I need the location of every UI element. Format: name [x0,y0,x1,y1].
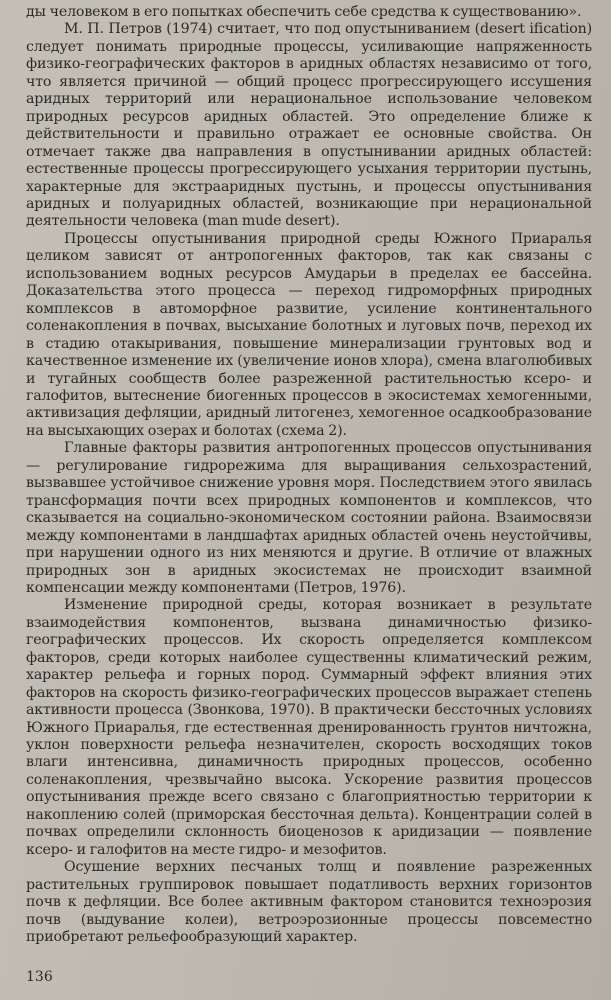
paragraph-petrov-definition: М. П. Петров (1974) считает, что под опустыниванием (desert ification) следует понимать природные процессы, усиливающие напряженность физико-географических факторов в аридных областях независимо от того, что является причиной — общий процесс прогрессирующего иссушения аридных территорий или нерациональное использование человеком природных ресурсов аридных областей. Это определение ближе к действительности и правильно отражает ее основные свойства. Он отмечает также два направления в опустынивании аридных областей: естественные процессы прогрессирующего усыхания территории пустынь, характерные для экстрааридных пустынь, и процессы опустынивания аридных и полуаридных областей, возникающие при нерациональной деятельности человека (man mude desert). [26,21,592,230]
paragraph-continuation: ды человеком в его попытках обеспечить себе средства к существованию». [26,4,582,20]
paragraph-deflation: Осушение верхних песчаных толщ и появление разреженных растительных группировок повышает податливость верхних горизонтов почв к дефляции. Все более активным фактором становится техноэрозия почв (выдувание колеи), ветроэрозионные процессы повсеместно приобретают рельефообразующий характер. [26,859,592,946]
paragraph-desertification-processes: Процессы опустынивания природной среды Южного Приаралья целиком зависят от антропогенных факторов, так как связаны с использованием водных ресурсов Амударьи в пределах ее бассейна. Доказательства этого процесса — переход гидроморфных природных комплексов в автоморфное развитие, усиление континентального соленакопления в почвах, высыхание болотных и луговых почв, переход их в стадию отакыривания, повышение минерализации грунтовых вод и качественное изменение их (увеличение ионов хлора), смена влаголюбивых и тугайных сообществ более разреженной растительностью ксеро- и галофитов, вытеснение биогенных процессов в экосистемах хемогенными, активизация дефляции, аридный литогенез, хемогенное осадкообразование на высыхающих озерах и болотах (схема 2). [26,230,592,439]
page-number: 136 [26,969,53,985]
paragraph-environment-change: Изменение природной среды, которая возникает в результате взаимодействия компонентов, вызвана динамичностью физико-географических процессов. Их скорость определяется комплексом факторов, среди которых наиболее существенны климатический режим, характер рельефа и горных пород. Суммарный эффект влияния этих факторов на скорость физико-географических процессов выражает степень активности процесса (Звонкова, 1970). В практически бессточных условиях Южного Приаралья, где естественная дренированность грунтов ничтожна, уклон поверхности рельефа незначителен, скорость восходящих токов влаги интенсивна, динамичность природных процессов, особенно соленакопления, чрезвычайно высока. Ускорение развития процессов опустынивания прежде всего связано с благоприятностью территории к накоплению солей (приморская бессточная дельта). Концентрации солей в почвах определили склонность биоценозов к аридизации — появление ксеро- и галофитов на месте гидро- и мезофитов. [26,597,592,858]
paragraph-main-factors: Главные факторы развития антропогенных процессов опустынивания — регулирование гидрорежима для выращивания сельхозрастений, вызвавшее устойчивое снижение уровня моря. Последствием этого явилась трансформация почти всех природных компонентов и комплексов, что сказывается на социально-экономическом состоянии района. Взаимосвязи между компонентами в ландшафтах аридных областей очень неустойчивы, при нарушении одного из них меняются и другие. В отличие от влажных природных зон в аридных экосистемах не происходит взаимной компенсации между компонентами (Петров, 1976). [26,440,592,596]
body-text [26,4,592,946]
